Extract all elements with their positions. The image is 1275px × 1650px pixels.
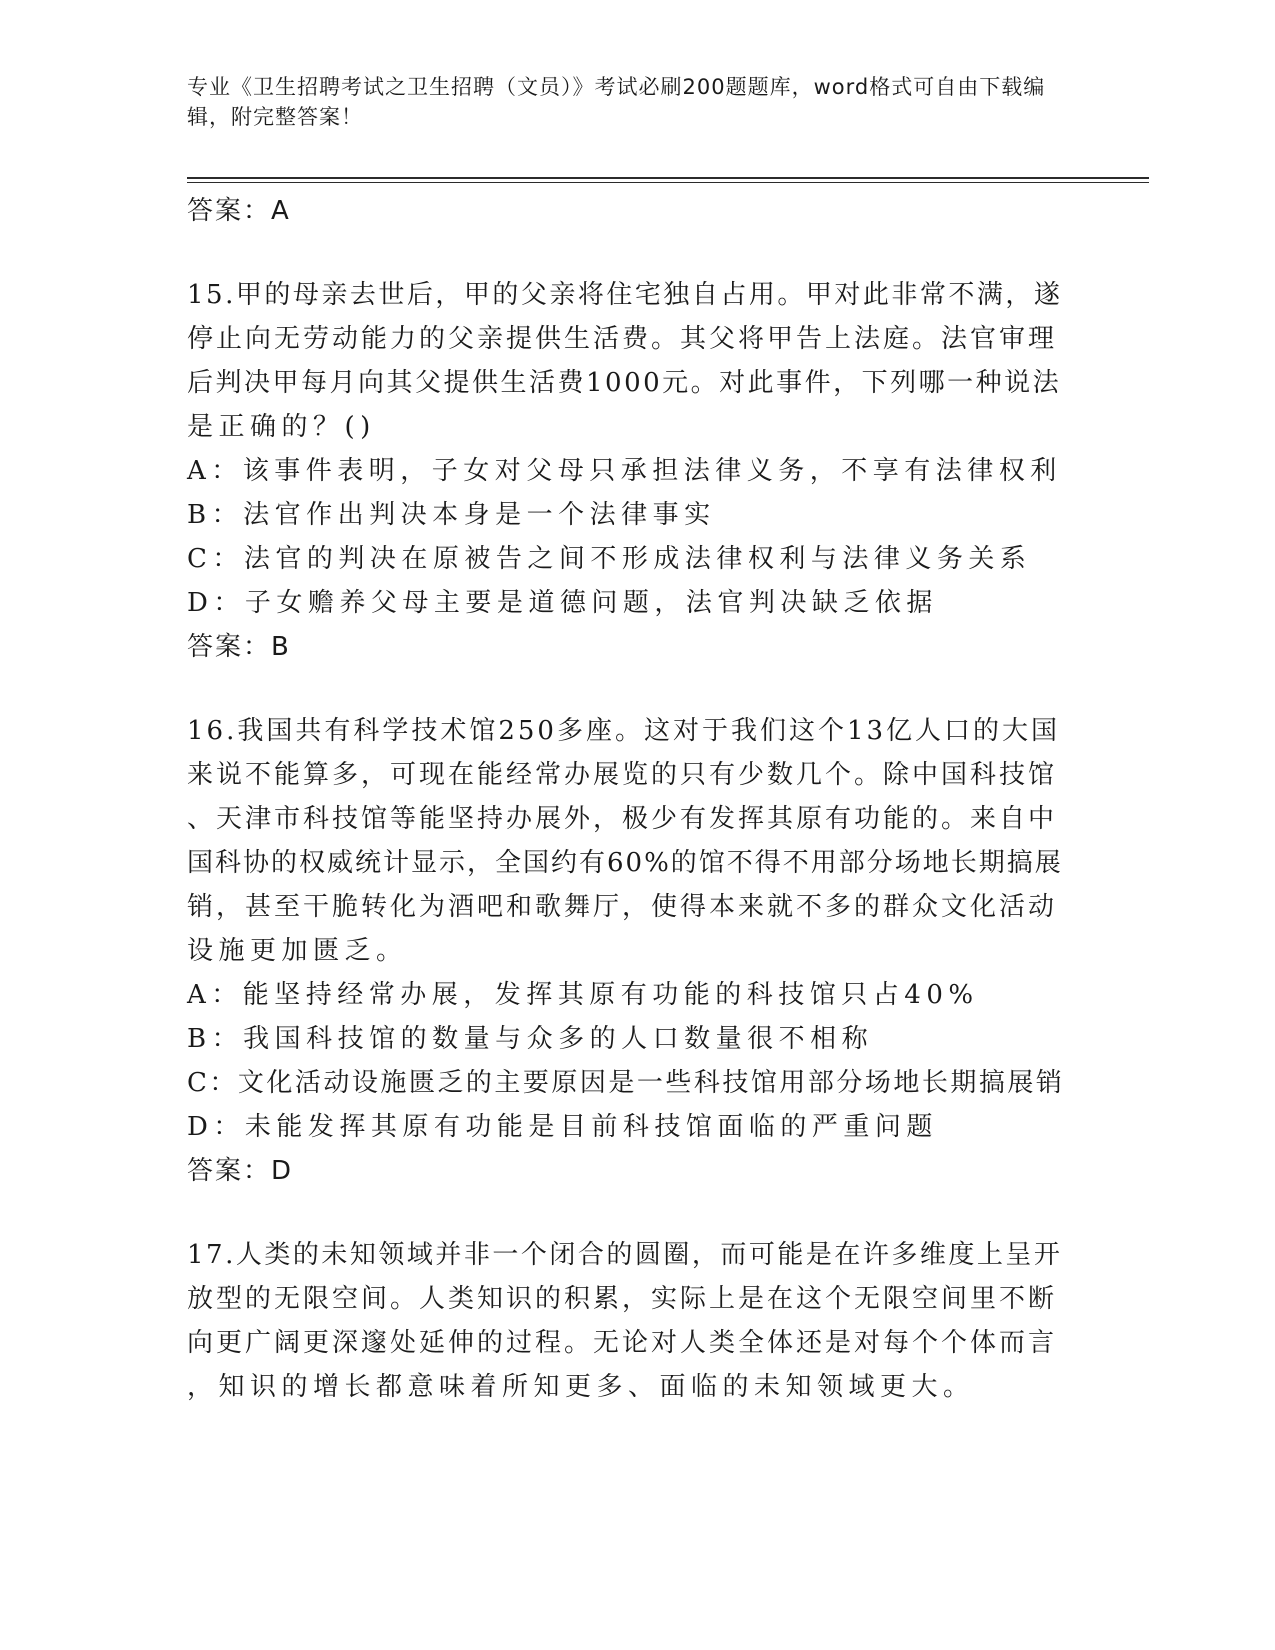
- answer-16: 答案：D: [187, 1156, 294, 1186]
- q17-line-2: 放型的无限空间。人类知识的积累，实际上是在这个无限空间里不断: [187, 1284, 1058, 1314]
- q15-option-d: D：子女赡养父母主要是道德问题，法官判决缺乏依据: [187, 588, 938, 618]
- q16-option-a: A：能坚持经常办展，发挥其原有功能的科技馆只占40%: [187, 980, 979, 1010]
- q17-line-4: ，知识的增长都意味着所知更多、面临的未知领域更大。: [187, 1372, 975, 1402]
- header-divider: [187, 177, 1149, 179]
- q16-option-b: B：我国科技馆的数量与众多的人口数量很不相称: [187, 1024, 874, 1054]
- q15-option-c: C：法官的判决在原被告之间不形成法律权利与法律义务关系: [187, 544, 1032, 574]
- q16-line-3: 、天津市科技馆等能坚持办展外，极少有发挥其原有功能的。来自中: [187, 804, 1058, 834]
- q15-option-a: A：该事件表明，子女对父母只承担法律义务，不享有法律权利: [187, 456, 1062, 486]
- q17-line-1: 17.人类的未知领域并非一个闭合的圆圈，而可能是在许多维度上呈开: [187, 1240, 1063, 1270]
- answer-14: 答案：A: [187, 196, 291, 226]
- q16-line-4: 国科协的权威统计显示，全国约有60%的馆不得不用部分场地长期搞展: [187, 848, 1063, 878]
- q15-line-4: 是正确的？(): [187, 412, 376, 442]
- q16-line-6: 设施更加匮乏。: [187, 936, 408, 966]
- q15-line-2: 停止向无劳动能力的父亲提供生活费。其父将甲告上法庭。法官审理: [187, 324, 1058, 354]
- q16-line-1: 16.我国共有科学技术馆250多座。这对于我们这个13亿人口的大国: [187, 716, 1061, 746]
- q16-line-5: 销，甚至干脆转化为酒吧和歌舞厅，使得本来就不多的群众文化活动: [187, 892, 1058, 922]
- q17-line-3: 向更广阔更深邃处延伸的过程。无论对人类全体还是对每个个体而言: [187, 1328, 1058, 1358]
- q15-line-3: 后判决甲每月向其父提供生活费1000元。对此事件，下列哪一种说法: [187, 368, 1062, 398]
- q15-line-1: 15.甲的母亲去世后，甲的父亲将住宅独自占用。甲对此非常不满，遂: [187, 280, 1063, 310]
- answer-15: 答案：B: [187, 632, 291, 662]
- q16-line-2: 来说不能算多，可现在能经常办展览的只有少数几个。除中国科技馆: [187, 760, 1058, 790]
- page-header: 专业《卫生招聘考试之卫生招聘（文员）》考试必刷200题题库，word格式可自由下载编辑，附完整答案！: [187, 75, 1046, 129]
- q16-option-d: D：未能发挥其原有功能是目前科技馆面临的严重问题: [187, 1112, 938, 1142]
- q16-option-c: C：文化活动设施匮乏的主要原因是一些科技馆用部分场地长期搞展销: [187, 1068, 1065, 1098]
- q15-option-b: B：法官作出判决本身是一个法律事实: [187, 500, 716, 530]
- header-divider-thin: [187, 182, 1149, 183]
